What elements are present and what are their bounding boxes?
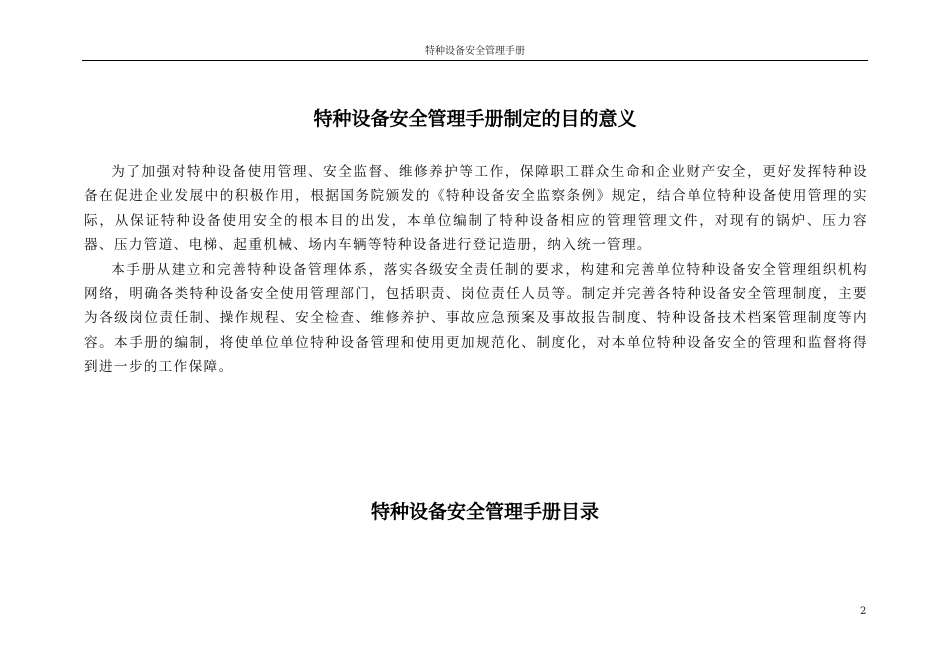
contents-section-title: 特种设备安全管理手册目录 — [370, 501, 599, 523]
purpose-body — [84, 160, 868, 380]
page-number: 2 — [860, 606, 867, 617]
running-header: 特种设备安全管理手册 — [425, 46, 525, 57]
header-divider — [82, 60, 868, 61]
purpose-section-title: 特种设备安全管理手册制定的目的意义 — [313, 108, 637, 130]
paragraph-2: 本手册从建立和完善特种设备管理体系，落实各级安全责任制的要求，构建和完善单位特种设备安全管理组织机构网络，明确各类特种设备安全使用管理部门，包括职责、岗位责任人员等。制定并完善各特种设备安全管理制度，主要为各级岗位责任制、操作规程、安全检查、维修养护、事故应急预案及事故报告制度、特种设备技术档案管理制度等内容。本手册的编制，将使单位单位特种设备管理和使用更加规范化、制度化，对本单位特种设备安全的管理和监督将得到进一步的工作保障。 — [84, 261, 868, 376]
paragraph-1: 为了加强对特种设备使用管理、安全监督、维修养护等工作，保障职工群众生命和企业财产安全，更好发挥特种设备在促进企业发展中的积极作用，根据国务院颁发的《特种设备安全监察条例》规定，结合单位特种设备使用管理的实际，从保证特种设备使用安全的根本目的出发，本单位编制了特种设备相应的管理管理文件，对现有的锅炉、压力容器、压力管道、电梯、起重机械、场内车辆等特种设备进行登记造册，纳入统一管理。 — [84, 164, 868, 254]
